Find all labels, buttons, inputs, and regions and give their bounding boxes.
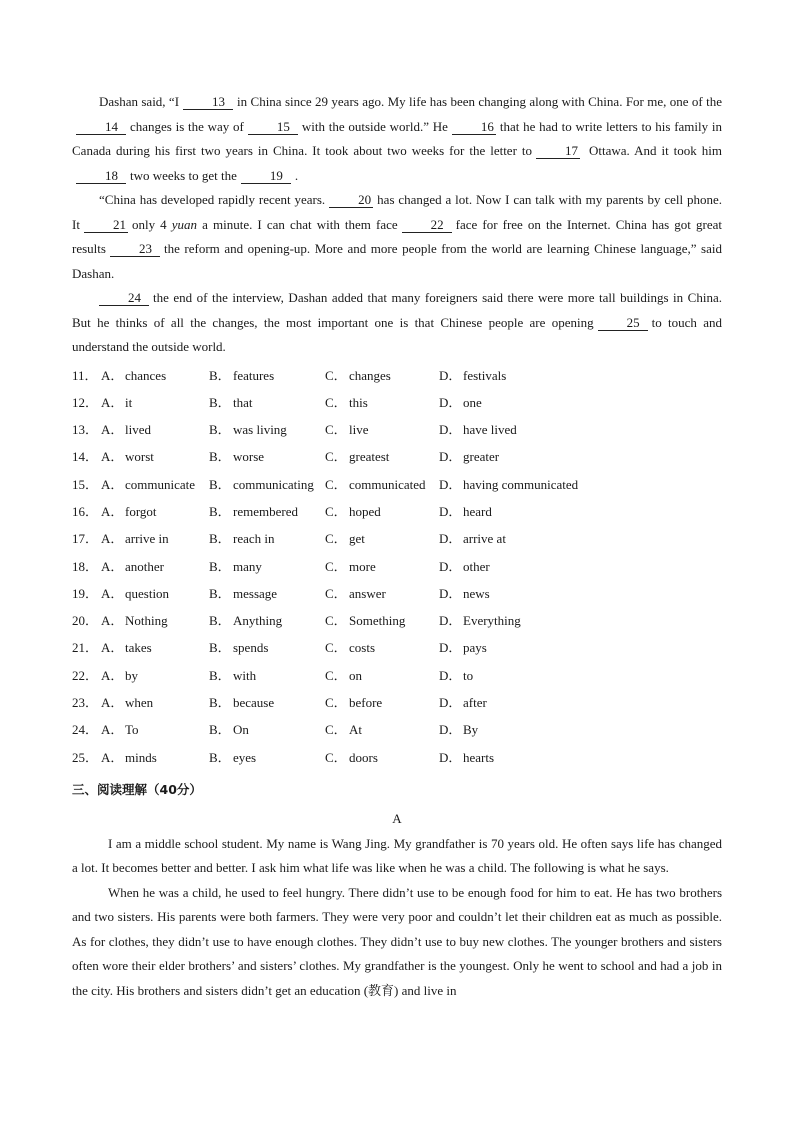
text: only 4 bbox=[131, 216, 167, 232]
option-row bbox=[72, 446, 722, 473]
blank-19: 19 bbox=[241, 169, 291, 184]
option-text: greater bbox=[463, 449, 500, 465]
option-a bbox=[101, 610, 209, 637]
option-b bbox=[209, 501, 325, 528]
option-d bbox=[439, 747, 619, 774]
option-row bbox=[72, 392, 722, 419]
option-letter: B． bbox=[209, 367, 231, 383]
option-letter: C． bbox=[325, 640, 347, 656]
option-text: costs bbox=[349, 640, 375, 656]
option-d bbox=[439, 528, 619, 555]
option-c bbox=[325, 365, 439, 392]
option-text: features bbox=[233, 367, 275, 383]
option-text: arrive in bbox=[125, 531, 169, 547]
option-d bbox=[439, 365, 619, 392]
option-letter: C． bbox=[325, 722, 347, 738]
option-d bbox=[439, 665, 619, 692]
blank-15: 15 bbox=[248, 120, 298, 135]
option-letter: B． bbox=[209, 585, 231, 601]
option-text: communicated bbox=[349, 476, 426, 492]
option-letter: D． bbox=[439, 422, 462, 438]
option-b bbox=[209, 747, 325, 774]
option-letter: D． bbox=[439, 476, 462, 492]
text: in China since 29 years ago. My life has been changing along with China. For me, one of the bbox=[237, 94, 722, 109]
option-letter: D． bbox=[439, 558, 462, 574]
option-text: by bbox=[125, 667, 138, 683]
question-number: 15． bbox=[72, 476, 99, 492]
option-letter: D． bbox=[439, 640, 462, 656]
question-number: 17． bbox=[72, 531, 99, 547]
cloze-paragraph-1 bbox=[72, 90, 722, 188]
option-letter: D． bbox=[439, 503, 462, 519]
option-row bbox=[72, 528, 722, 555]
option-a bbox=[101, 501, 209, 528]
option-letter: A． bbox=[101, 695, 124, 711]
option-text: was living bbox=[233, 422, 287, 438]
blank-18: 18 bbox=[76, 169, 126, 184]
option-letter: B． bbox=[209, 476, 231, 492]
option-letter: A． bbox=[101, 531, 124, 547]
option-letter: C． bbox=[325, 558, 347, 574]
option-letter: C． bbox=[325, 531, 347, 547]
option-a bbox=[101, 665, 209, 692]
option-letter: B． bbox=[209, 749, 231, 765]
option-letter: D． bbox=[439, 394, 462, 410]
cloze-paragraph-3 bbox=[72, 286, 722, 360]
option-letter: A． bbox=[101, 558, 124, 574]
option-text: forgot bbox=[125, 503, 157, 519]
option-b bbox=[209, 637, 325, 664]
option-d bbox=[439, 583, 619, 610]
blank-14: 14 bbox=[76, 120, 126, 135]
option-text: on bbox=[349, 667, 362, 683]
text: the end of the interview, Dashan added that many foreigners said there were more tall buildings in China. But he thinks of all the changes, the most important one is that Chinese people are opening bbox=[72, 290, 722, 330]
question-number: 22． bbox=[72, 667, 99, 683]
question-number: 11． bbox=[72, 367, 98, 383]
option-text: Something bbox=[349, 613, 406, 629]
option-text: reach in bbox=[233, 531, 275, 547]
option-b bbox=[209, 446, 325, 473]
option-letter: D． bbox=[439, 749, 462, 765]
option-letter: D． bbox=[439, 531, 462, 547]
option-row bbox=[72, 365, 722, 392]
question-number: 13． bbox=[72, 422, 99, 438]
text: changes is the way of bbox=[130, 118, 244, 134]
option-text: message bbox=[233, 585, 278, 601]
passage-title: A bbox=[392, 810, 402, 826]
option-c bbox=[325, 556, 439, 583]
question-number: 23． bbox=[72, 695, 99, 711]
option-text: Nothing bbox=[125, 613, 168, 629]
option-d bbox=[439, 474, 619, 501]
option-letter: D． bbox=[439, 695, 462, 711]
option-text: this bbox=[349, 394, 368, 410]
option-letter: A． bbox=[101, 367, 124, 383]
cloze-paragraph-2 bbox=[72, 188, 722, 286]
option-text: heard bbox=[463, 503, 492, 519]
option-text: one bbox=[463, 394, 482, 410]
text: that he had to write letters to his family in Canada during his first two years in China. It took about two weeks for the letter to bbox=[72, 118, 722, 158]
option-text: On bbox=[233, 722, 249, 738]
options-list bbox=[72, 365, 722, 774]
option-c bbox=[325, 637, 439, 664]
option-d bbox=[439, 392, 619, 419]
option-text: minds bbox=[125, 749, 157, 765]
option-row bbox=[72, 501, 722, 528]
blank-20: 20 bbox=[329, 193, 373, 208]
option-b bbox=[209, 583, 325, 610]
option-a bbox=[101, 392, 209, 419]
option-b bbox=[209, 556, 325, 583]
question-number: 12． bbox=[72, 394, 99, 410]
option-letter: A． bbox=[101, 613, 124, 629]
option-text: doors bbox=[349, 749, 378, 765]
option-text: By bbox=[463, 722, 479, 738]
option-text: hoped bbox=[349, 503, 381, 519]
blank-25: 25 bbox=[598, 316, 648, 331]
option-c bbox=[325, 528, 439, 555]
option-text: news bbox=[463, 585, 490, 601]
option-letter: C． bbox=[325, 367, 347, 383]
option-letter: C． bbox=[325, 449, 347, 465]
option-text: many bbox=[233, 558, 262, 574]
option-text: Everything bbox=[463, 613, 521, 629]
option-text: hearts bbox=[463, 749, 495, 765]
option-text: arrive at bbox=[463, 531, 506, 547]
reading-paragraph-2: When he was a child, he used to feel hungry. There didn’t use to be enough food for him to eat. He has two brothers and two sisters. His parents were both farmers. They were very poor and couldn’t let their children eat as much as possible. As for clothes, they didn’t use to have enough clothes. They didn’t use to buy new clothes. The younger brothers and sisters often wore their elder brothers’ and sisters’ clothes. My grandfather is the youngest. Only he went to school and had a job in the city. His brothers and sisters didn’t get an education (教育) and live in bbox=[72, 884, 722, 998]
option-c bbox=[325, 474, 439, 501]
option-a bbox=[101, 719, 209, 746]
option-b bbox=[209, 474, 325, 501]
option-c bbox=[325, 419, 439, 446]
option-row bbox=[72, 692, 722, 719]
option-row bbox=[72, 583, 722, 610]
blank-21: 21 bbox=[84, 218, 128, 233]
blank-23: 23 bbox=[110, 242, 160, 257]
option-text: Anything bbox=[233, 613, 283, 629]
yuan-italic: yuan bbox=[171, 216, 198, 232]
option-b bbox=[209, 692, 325, 719]
option-text: question bbox=[125, 585, 170, 601]
option-c bbox=[325, 501, 439, 528]
option-letter: B． bbox=[209, 722, 231, 738]
option-text: another bbox=[125, 558, 164, 574]
option-letter: B． bbox=[209, 394, 231, 410]
option-row bbox=[72, 665, 722, 692]
option-letter: C． bbox=[325, 476, 347, 492]
option-row bbox=[72, 610, 722, 637]
question-number: 14． bbox=[72, 449, 99, 465]
option-c bbox=[325, 446, 439, 473]
option-letter: B． bbox=[209, 613, 231, 629]
blank-24: 24 bbox=[99, 291, 149, 306]
text: face for free on the Internet. China has got great results bbox=[72, 216, 722, 256]
option-text: chances bbox=[125, 367, 167, 383]
option-text: that bbox=[233, 394, 253, 410]
option-letter: C． bbox=[325, 613, 347, 629]
text: Dashan said, “I bbox=[99, 94, 180, 109]
option-text: pays bbox=[463, 640, 487, 656]
option-text: communicate bbox=[125, 476, 196, 492]
option-letter: A． bbox=[101, 722, 124, 738]
option-text: festivals bbox=[463, 367, 507, 383]
option-c bbox=[325, 692, 439, 719]
option-a bbox=[101, 365, 209, 392]
question-number: 19． bbox=[72, 585, 99, 601]
option-letter: A． bbox=[101, 667, 124, 683]
question-number: 21． bbox=[72, 640, 99, 656]
option-letter: A． bbox=[101, 449, 124, 465]
option-row bbox=[72, 556, 722, 583]
option-text: takes bbox=[125, 640, 152, 656]
option-b bbox=[209, 419, 325, 446]
option-c bbox=[325, 747, 439, 774]
option-text: greatest bbox=[349, 449, 390, 465]
option-letter: B． bbox=[209, 667, 231, 683]
option-a bbox=[101, 747, 209, 774]
option-row bbox=[72, 747, 722, 774]
option-text: more bbox=[349, 558, 376, 574]
option-c bbox=[325, 392, 439, 419]
option-letter: B． bbox=[209, 422, 231, 438]
option-text: after bbox=[463, 695, 487, 711]
text: has changed a lot. Now I can talk with my parents by cell phone. It bbox=[72, 192, 723, 232]
option-c bbox=[325, 719, 439, 746]
option-letter: C． bbox=[325, 667, 347, 683]
option-d bbox=[439, 556, 619, 583]
option-d bbox=[439, 610, 619, 637]
option-letter: A． bbox=[101, 640, 124, 656]
option-letter: A． bbox=[101, 585, 124, 601]
option-letter: C． bbox=[325, 422, 347, 438]
option-text: get bbox=[349, 531, 365, 547]
option-letter: C． bbox=[325, 585, 347, 601]
option-letter: A． bbox=[101, 394, 124, 410]
option-letter: B． bbox=[209, 640, 231, 656]
option-text: worse bbox=[233, 449, 265, 465]
text: Ottawa. And it took him bbox=[589, 143, 723, 158]
option-letter: C． bbox=[325, 695, 347, 711]
option-text: have lived bbox=[463, 422, 517, 438]
blank-16: 16 bbox=[452, 120, 496, 135]
option-a bbox=[101, 446, 209, 473]
option-d bbox=[439, 446, 619, 473]
option-d bbox=[439, 719, 619, 746]
option-a bbox=[101, 692, 209, 719]
option-text: lived bbox=[125, 422, 151, 438]
option-letter: A． bbox=[101, 749, 124, 765]
document-page bbox=[72, 90, 722, 1003]
option-letter: D． bbox=[439, 667, 462, 683]
option-letter: B． bbox=[209, 503, 231, 519]
section-heading: 三、阅读理解（40分） bbox=[72, 781, 202, 797]
option-c bbox=[325, 610, 439, 637]
option-d bbox=[439, 501, 619, 528]
option-row bbox=[72, 474, 722, 501]
option-text: because bbox=[233, 695, 275, 711]
option-a bbox=[101, 419, 209, 446]
option-text: changes bbox=[349, 367, 391, 383]
option-d bbox=[439, 692, 619, 719]
option-b bbox=[209, 665, 325, 692]
text: a minute. I can chat with them face bbox=[202, 216, 398, 232]
option-letter: C． bbox=[325, 503, 347, 519]
reading-paragraph-1: I am a middle school student. My name is Wang Jing. My grandfather is 70 years old. He often says life has changed a lot. It becomes better and better. I ask him what life was like when he was a child. The following is what he says. bbox=[72, 835, 722, 876]
text: two weeks to get the bbox=[130, 167, 237, 183]
blank-17: 17 bbox=[536, 144, 580, 159]
text: “China has developed rapidly recent years. bbox=[99, 192, 326, 207]
question-number: 25． bbox=[72, 749, 99, 765]
option-text: worst bbox=[125, 449, 154, 465]
question-number: 20． bbox=[72, 613, 99, 629]
option-a bbox=[101, 474, 209, 501]
text: . bbox=[294, 167, 299, 183]
option-b bbox=[209, 528, 325, 555]
option-letter: D． bbox=[439, 722, 462, 738]
blank-22: 22 bbox=[402, 218, 452, 233]
option-text: when bbox=[125, 695, 154, 711]
option-letter: A． bbox=[101, 503, 124, 519]
option-row bbox=[72, 719, 722, 746]
option-b bbox=[209, 610, 325, 637]
option-a bbox=[101, 583, 209, 610]
option-letter: A． bbox=[101, 476, 124, 492]
option-text: spends bbox=[233, 640, 269, 656]
option-letter: C． bbox=[325, 749, 347, 765]
option-text: having communicated bbox=[463, 476, 579, 492]
option-a bbox=[101, 528, 209, 555]
option-letter: D． bbox=[439, 367, 462, 383]
option-text: communicating bbox=[233, 476, 314, 492]
question-number: 24． bbox=[72, 722, 99, 738]
option-c bbox=[325, 583, 439, 610]
option-text: with bbox=[233, 667, 257, 683]
option-row bbox=[72, 419, 722, 446]
option-letter: B． bbox=[209, 449, 231, 465]
option-a bbox=[101, 637, 209, 664]
option-b bbox=[209, 392, 325, 419]
option-text: to bbox=[463, 667, 474, 683]
blank-13: 13 bbox=[183, 95, 233, 110]
option-text: answer bbox=[349, 585, 386, 601]
text: with the outside world.” He bbox=[301, 118, 448, 134]
option-b bbox=[209, 719, 325, 746]
option-d bbox=[439, 637, 619, 664]
text: to touch and understand the outside world. bbox=[72, 314, 722, 354]
option-text: At bbox=[349, 722, 362, 738]
option-row bbox=[72, 637, 722, 664]
option-text: eyes bbox=[233, 749, 257, 765]
option-letter: B． bbox=[209, 558, 231, 574]
option-letter: A． bbox=[101, 422, 124, 438]
question-number: 18． bbox=[72, 558, 99, 574]
option-text: before bbox=[349, 695, 383, 711]
option-a bbox=[101, 556, 209, 583]
text: the reform and opening-up. More and more people from the world are learning Chinese language,” said Dashan. bbox=[72, 241, 722, 281]
option-letter: D． bbox=[439, 449, 462, 465]
option-text: remembered bbox=[233, 503, 298, 519]
option-letter: B． bbox=[209, 531, 231, 547]
option-c bbox=[325, 665, 439, 692]
option-letter: B． bbox=[209, 695, 231, 711]
option-text: live bbox=[349, 422, 369, 438]
option-letter: C． bbox=[325, 394, 347, 410]
option-d bbox=[439, 419, 619, 446]
question-number: 16． bbox=[72, 503, 99, 519]
option-letter: D． bbox=[439, 585, 462, 601]
option-letter: D． bbox=[439, 613, 462, 629]
option-text: other bbox=[463, 558, 490, 574]
option-text: To bbox=[125, 722, 139, 738]
option-b bbox=[209, 365, 325, 392]
option-text: it bbox=[125, 394, 133, 410]
